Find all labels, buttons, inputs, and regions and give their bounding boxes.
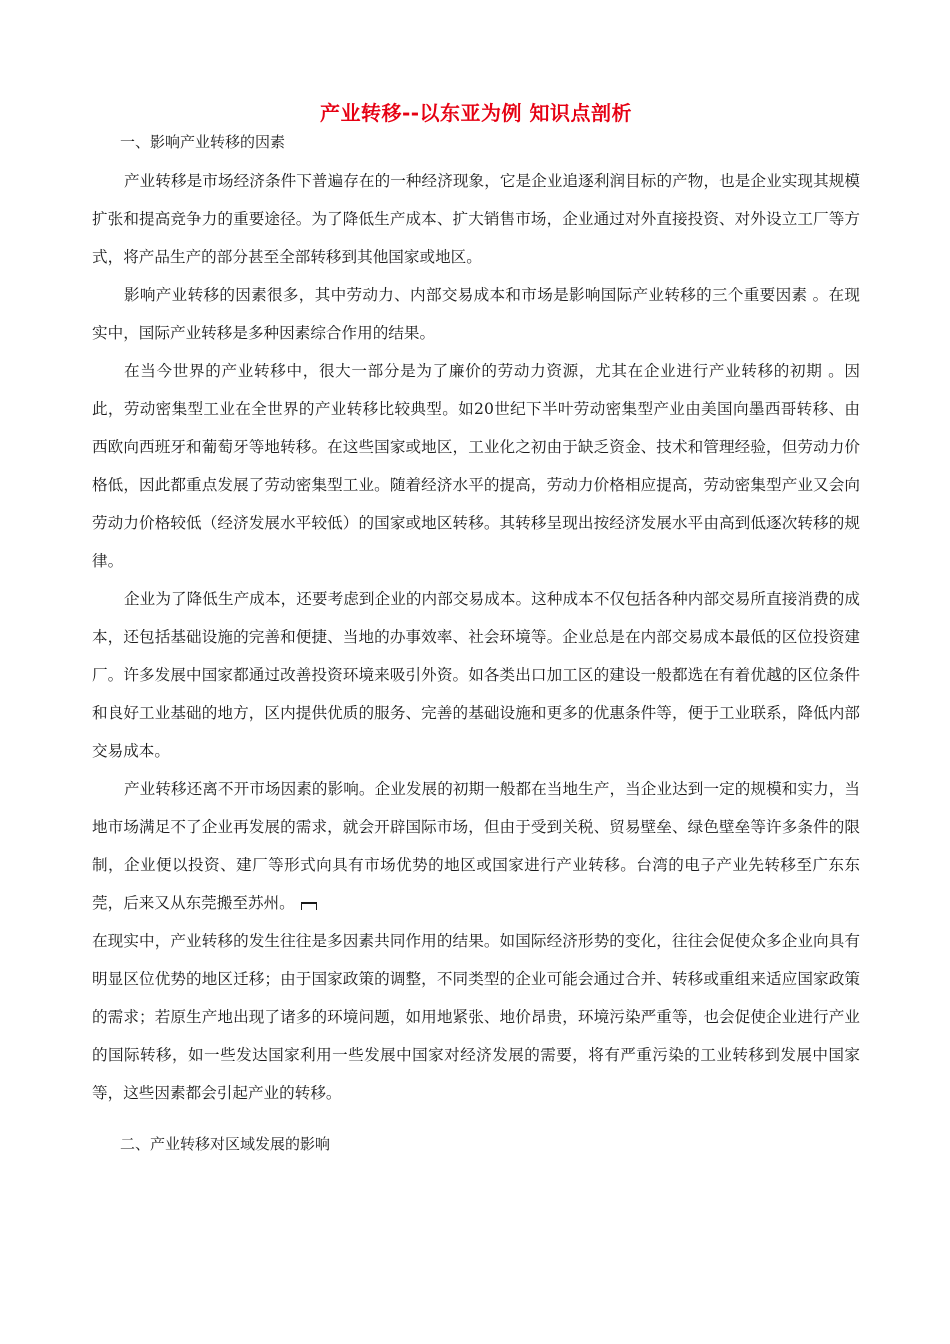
paragraph-transaction-cost: 企业为了降低生产成本，还要考虑到企业的内部交易成本。这种成本不仅包括各种内部交易所直接消费的成本，还包括基础设施的完善和便捷、当地的办事效率、社会环境等。企业总是在内部交易成本最低的区位投资建厂。许多发展中国家都通过改善投资环境来吸引外资。如各类出口加工区的建设一般都选在有着优越的区位条件和良好工业基础的地方，区内提供优质的服务、完善的基础设施和更多的优惠条件等，便于工业联系，降低内部交易成本。 [92,590,860,760]
paragraph-market [92,770,860,922]
paragraph-multiple-factors: 在现实中，产业转移的发生往往是多因素共同作用的结果。如国际经济形势的变化，往往会促使众多企业向具有明显区位优势的地区迁移；由于国家政策的调整，不同类型的企业可能会通过合并、转移或重组来适应国家政策的需求；若原生产地出现了诸多的环境问题，如用地紧张、地价昂贵，环境污染严重等，也会促使企业进行产业的国际转移，如一些发达国家利用一些发展中国家对经济发展的需要，将有严重污染的工业转移到发展中国家等，这些因素都会引起产业的转移。 [92,932,860,1102]
bracket-mark-icon [301,902,317,910]
document-title: 产业转移--以东亚为例 知识点剖析 [319,101,633,125]
document-page [92,98,860,1156]
paragraph-intro: 产业转移是市场经济条件下普遍存在的一种经济现象，它是企业追逐利润目标的产物，也是企业实现其规模扩张和提高竞争力的重要途径。为了降低生产成本、扩大销售市场，企业通过对外直接投资、对外设立工厂等方式，将产品生产的部分甚至全部转移到其他国家或地区。 [92,172,860,266]
section-heading-factors: 一、影响产业转移的因素 [120,133,286,151]
paragraph-labor: 在当今世界的产业转移中，很大一部分是为了廉价的劳动力资源，尤其在企业进行产业转移的初期 。因此，劳动密集型工业在全世界的产业转移比较典型。如20世纪下半叶劳动密集型产业由美国向墨西哥转移、由西欧向西班牙和葡萄牙等地转移。在这些国家或地区，工业化之初由于缺乏资金、技术和管理经验，但劳动力价格低，因此都重点发展了劳动密集型工业。随着经济水平的提高，劳动力价格相应提高，劳动密集型产业又会向劳动力价格较低（经济发展水平较低）的国家或地区转移。其转移呈现出按经济发展水平由高到低逐次转移的规律。 [92,362,860,570]
paragraph-market-text: 产业转移还离不开市场因素的影响。企业发展的初期一般都在当地生产，当企业达到一定的规模和实力，当地市场满足不了企业再发展的需求，就会开辟国际市场，但由于受到关税、贸易壁垒、绿色壁垒等许多条件的限制，企业便以投资、建厂等形式向具有市场优势的地区或国家进行产业转移。台湾的电子产业先转移至广东东莞，后来又从东莞搬至苏州。 [92,780,860,912]
paragraph-factors: 影响产业转移的因素很多，其中劳动力、内部交易成本和市场是影响国际产业转移的三个重要因素 。在现实中，国际产业转移是多种因素综合作用的结果。 [92,286,860,342]
section-heading-impact: 二、产业转移对区域发展的影响 [120,1135,331,1153]
